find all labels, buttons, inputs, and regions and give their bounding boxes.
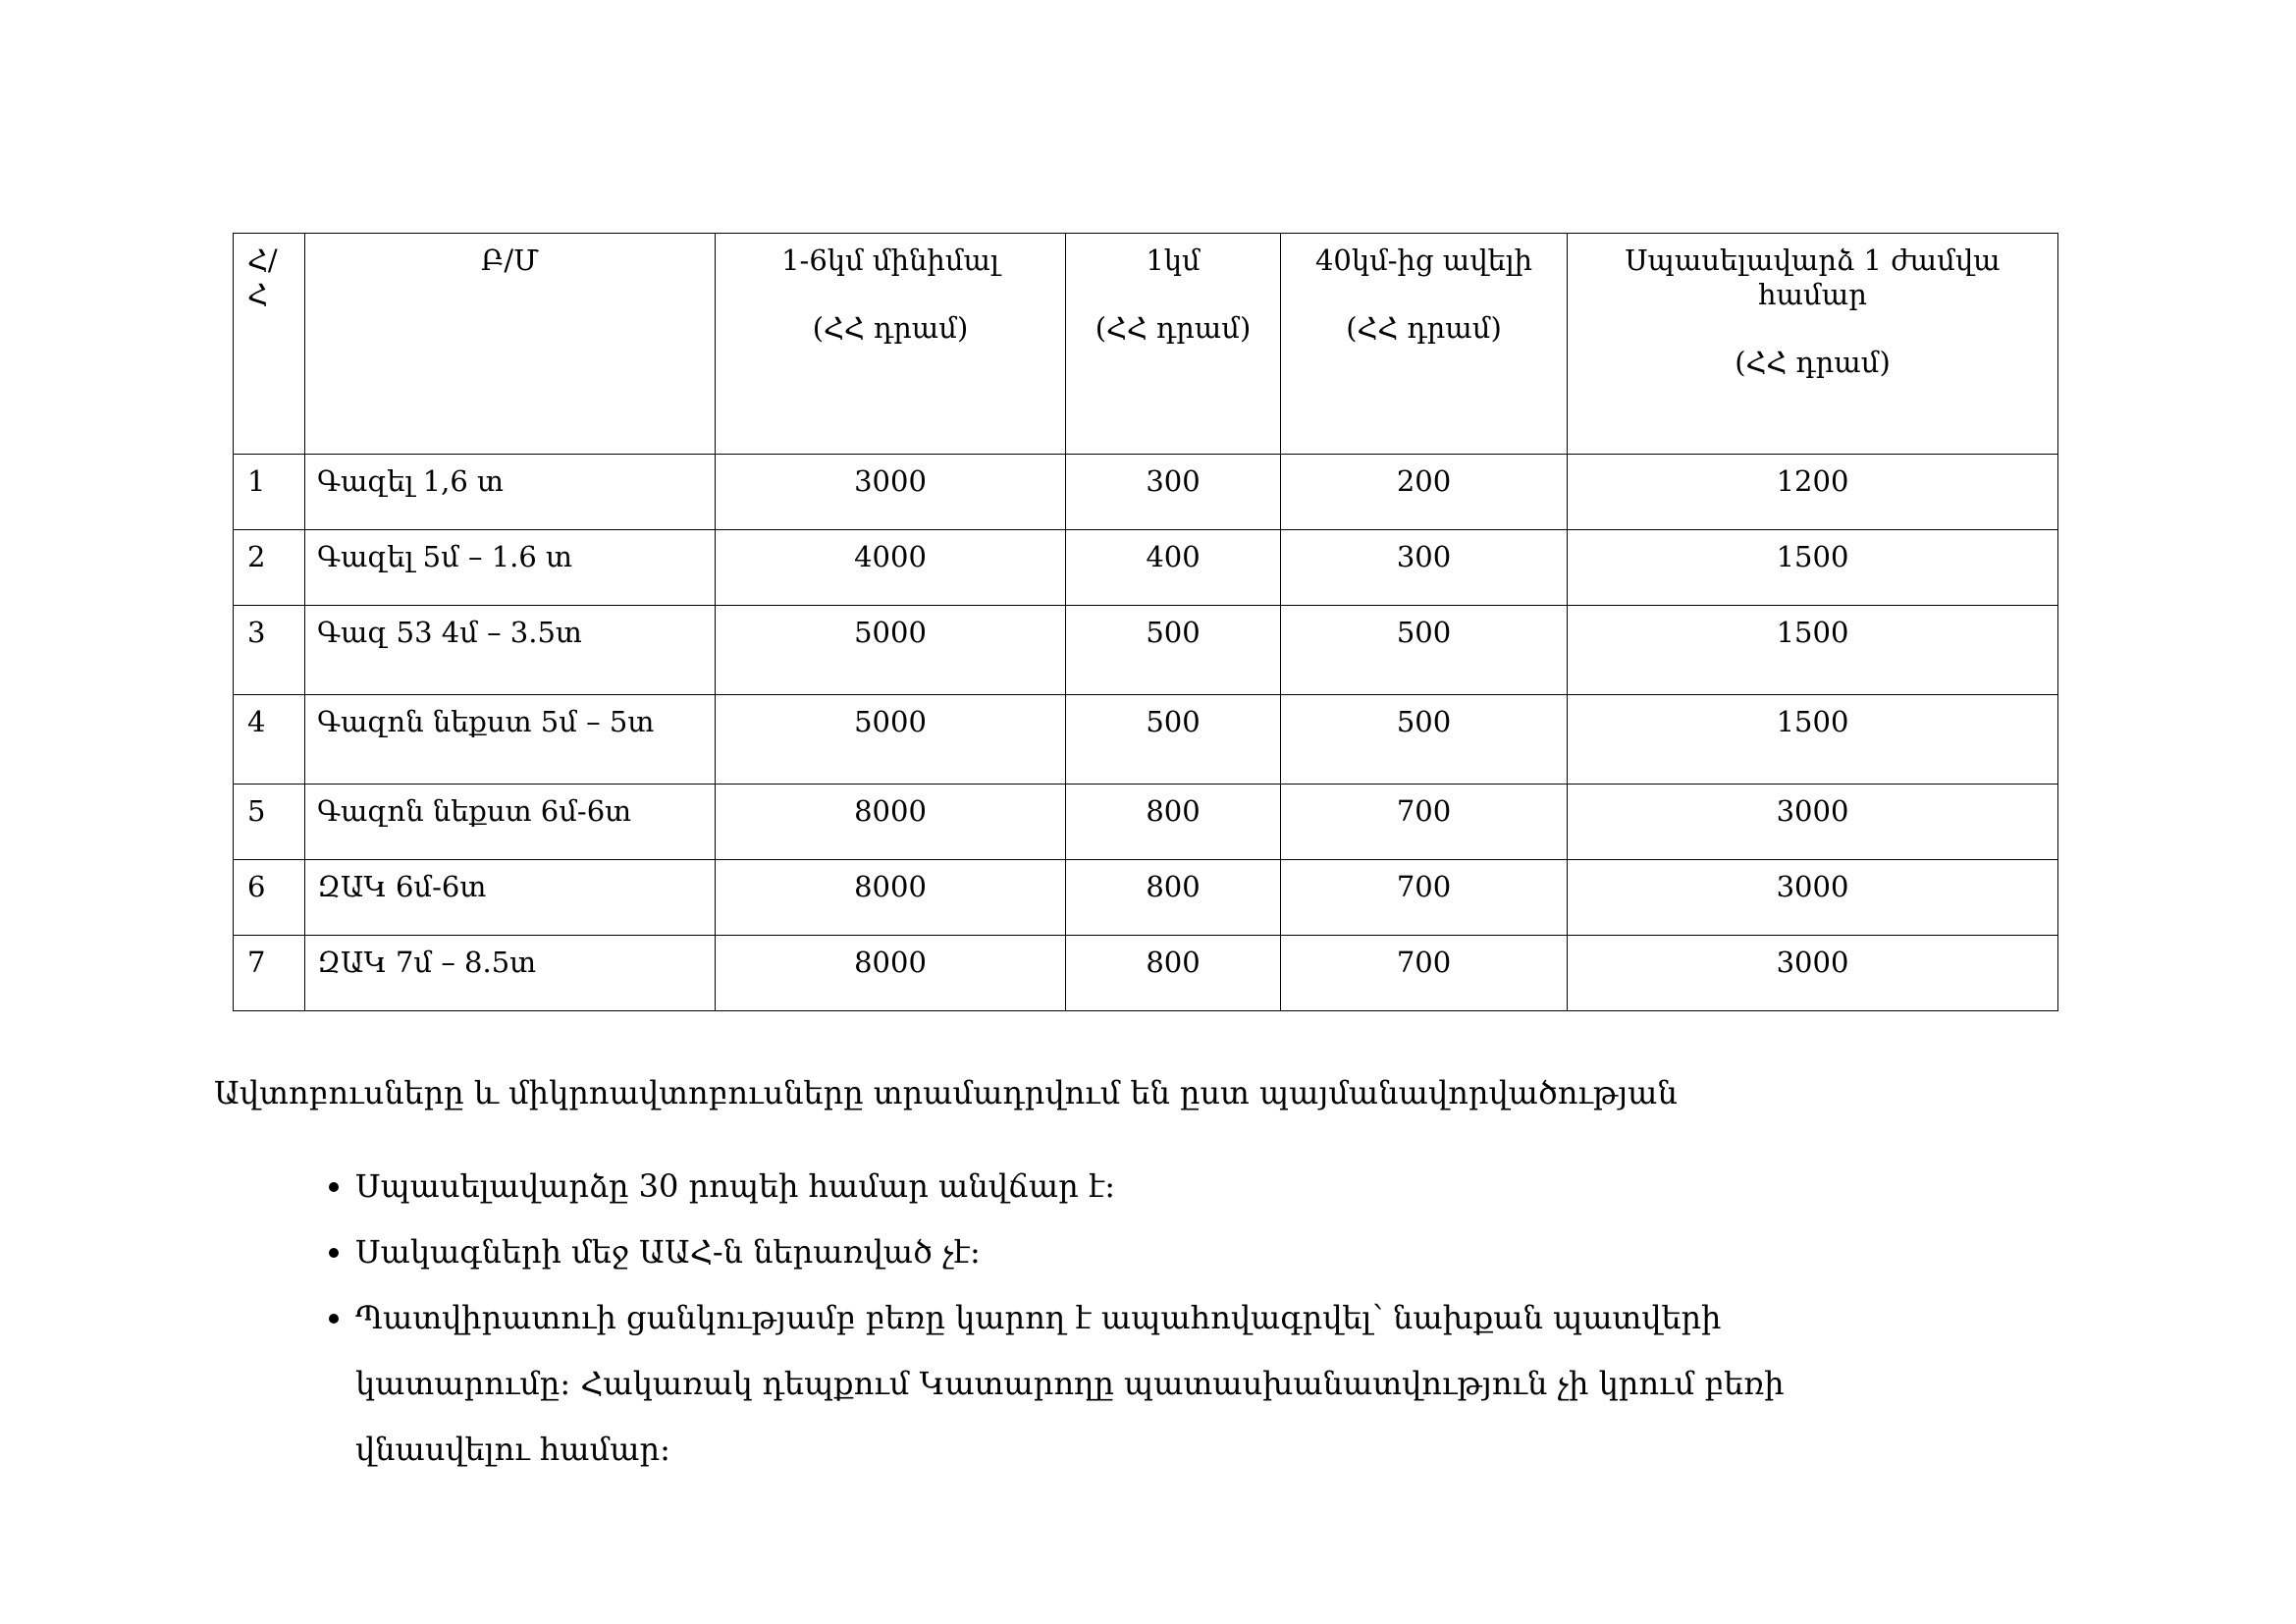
over-40km-value: 700: [1281, 785, 1568, 860]
over-40km-value: 700: [1281, 860, 1568, 936]
list-item: • Սպասելավարձը 30 րոպեի համար անվճար է:: [355, 1154, 1828, 1219]
conditions-list: [294, 1154, 1828, 1483]
header-unit: (ՀՀ դրամ): [1095, 310, 1252, 345]
vehicle-name: Գազել 5մ – 1.6 տ: [305, 530, 716, 606]
min-rate-value: 3000: [716, 455, 1066, 530]
list-item: • Պատվիրատուի ցանկությամբ բեռը կարող է ապահովագրվել՝ նախքան պատվերի կատարումը: Հակառակ դեպքում Կատարողը պատասխանատվություն չի կրում բեռի վնասվելու համար:: [355, 1285, 1828, 1483]
waiting-fee-value: 3000: [1568, 860, 2058, 936]
header-label: Հ/Հ: [247, 244, 278, 311]
min-rate-value: 5000: [716, 606, 1066, 695]
waiting-fee-value: 1500: [1568, 606, 2058, 695]
vehicle-name: ԶԱԿ 7մ – 8.5տ: [305, 936, 716, 1011]
per-km-value: 300: [1066, 455, 1281, 530]
header-unit: (ՀՀ դրամ): [1346, 310, 1502, 345]
per-km-value: 800: [1066, 785, 1281, 860]
over-40km-value: 700: [1281, 936, 1568, 1011]
row-number: 5: [234, 785, 305, 860]
header-label: Սպասելավարձ 1 ժամվա համար: [1625, 244, 2001, 311]
min-rate-value: 8000: [716, 785, 1066, 860]
table-row: [234, 530, 2058, 606]
waiting-fee-value: 1500: [1568, 530, 2058, 606]
per-km-value: 500: [1066, 606, 1281, 695]
header-unit: (ՀՀ դրամ): [1735, 345, 1891, 379]
header-row: [234, 234, 2058, 455]
over-40km-value: 200: [1281, 455, 1568, 530]
row-number: 7: [234, 936, 305, 1011]
table-header: [234, 234, 2058, 455]
header-label: 1-6կմ մինիմալ: [781, 244, 999, 277]
per-km-value: 800: [1066, 860, 1281, 936]
row-number: 2: [234, 530, 305, 606]
vehicle-name: Գազոն նեքստ 5մ – 5տ: [305, 695, 716, 785]
row-number: 6: [234, 860, 305, 936]
header-unit: (ՀՀ դրամ): [812, 310, 969, 345]
over-40km-value: 500: [1281, 695, 1568, 785]
row-number: 1: [234, 455, 305, 530]
table-body: [234, 455, 2058, 1011]
header-label: 40կմ-ից ավելի: [1314, 244, 1533, 277]
list-item: • Սակագների մեջ ԱԱՀ-ն ներառված չէ:: [355, 1219, 1828, 1285]
over-40km-value: 500: [1281, 606, 1568, 695]
min-rate-value: 8000: [716, 860, 1066, 936]
table-row: [234, 936, 2058, 1011]
header-label: Բ/Մ: [480, 244, 540, 277]
min-rate-value: 4000: [716, 530, 1066, 606]
table-row: [234, 860, 2058, 936]
row-number: 3: [234, 606, 305, 695]
per-km-value: 500: [1066, 695, 1281, 785]
buses-note: Ավտոբուսները և միկրոավտոբուսները տրամադրվում են ըստ պայմանավորվածության: [214, 1074, 1678, 1111]
waiting-fee-value: 1200: [1568, 455, 2058, 530]
header-cell-waiting-fee: [1568, 234, 2058, 455]
header-cell-number: [234, 234, 305, 455]
min-rate-value: 5000: [716, 695, 1066, 785]
per-km-value: 400: [1066, 530, 1281, 606]
row-number: 4: [234, 695, 305, 785]
table-row: [234, 455, 2058, 530]
table-row: [234, 695, 2058, 785]
min-rate-value: 8000: [716, 936, 1066, 1011]
header-cell-vehicle: [305, 234, 716, 455]
header-cell-min-rate: [716, 234, 1066, 455]
over-40km-value: 300: [1281, 530, 1568, 606]
waiting-fee-value: 1500: [1568, 695, 2058, 785]
vehicle-name: Գազել 1,6 տ: [305, 455, 716, 530]
header-label: 1կմ: [1146, 244, 1201, 277]
table-row: [234, 606, 2058, 695]
vehicle-name: ԶԱԿ 6մ-6տ: [305, 860, 716, 936]
vehicle-name: Գազոն նեքստ 6մ-6տ: [305, 785, 716, 860]
vehicle-name: Գազ 53 4մ – 3.5տ: [305, 606, 716, 695]
waiting-fee-value: 3000: [1568, 785, 2058, 860]
header-cell-over-40km: [1281, 234, 1568, 455]
table-row: [234, 785, 2058, 860]
per-km-value: 800: [1066, 936, 1281, 1011]
header-cell-per-km: [1066, 234, 1281, 455]
waiting-fee-value: 3000: [1568, 936, 2058, 1011]
rates-table: [233, 233, 2058, 1011]
